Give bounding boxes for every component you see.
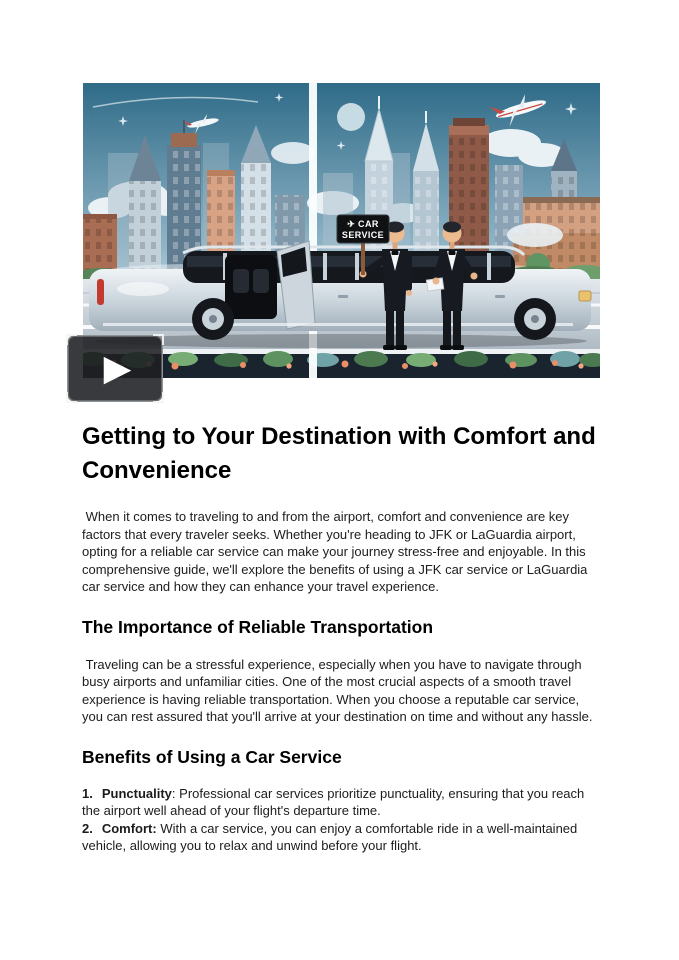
list-text: : Professional car services prioritize punctuality, ensuring that you reach the airport well ahead of your flight's departure time.	[82, 785, 588, 818]
list-item-punctuality	[82, 785, 601, 820]
panel-divider	[309, 83, 317, 378]
play-icon: ▶	[103, 347, 132, 389]
play-button-corner	[153, 334, 164, 345]
intro-paragraph: When it comes to traveling to and from the airport, comfort and convenience are key factors that every traveler seeks. Whether you're heading to JFK or LaGuardia airport, opting for a reliable car service can make your journey stress-free and enjoyable. In this comprehensive guide, we'll explore the benefits of using a JFK car service or LaGuardia car service and how they can enhance your travel experience.	[82, 509, 592, 594]
list-text: With a car service, you can enjoy a comfortable ride in a well-maintained vehicle, allowing you to relax and unwind before your flight.	[82, 820, 581, 853]
list-number: 1.	[82, 785, 93, 801]
section-heading-benefits: Benefits of Using a Car Service	[82, 746, 342, 767]
moon	[337, 103, 365, 131]
section-paragraph-reliable-transportation: Traveling can be a stressful experience, especially when you have to navigate through busy airports and unfamiliar cities. One of the most crucial aspects of a smooth travel experience is having reliable transportation. When you choose a reputable car service, you can rest assured that you'll arrive at your destination on time and without any hassle.	[82, 656, 593, 724]
list-term: Comfort:	[101, 820, 157, 836]
play-button-corner	[66, 392, 77, 403]
section-heading-reliable-transportation: The Importance of Reliable Transportation	[82, 616, 434, 637]
list-number: 2.	[82, 820, 93, 836]
article	[82, 420, 601, 855]
list-item-comfort	[82, 820, 601, 855]
page-title: Getting to Your Destination with Comfort and Convenience	[82, 423, 596, 484]
list-term: Punctuality	[101, 785, 172, 801]
play-button-corner	[66, 334, 77, 345]
play-button-corner	[153, 392, 164, 403]
sign-line1: ✈ CAR	[347, 219, 379, 229]
play-button[interactable]	[67, 335, 163, 402]
sign-line2: SERVICE	[341, 230, 385, 240]
